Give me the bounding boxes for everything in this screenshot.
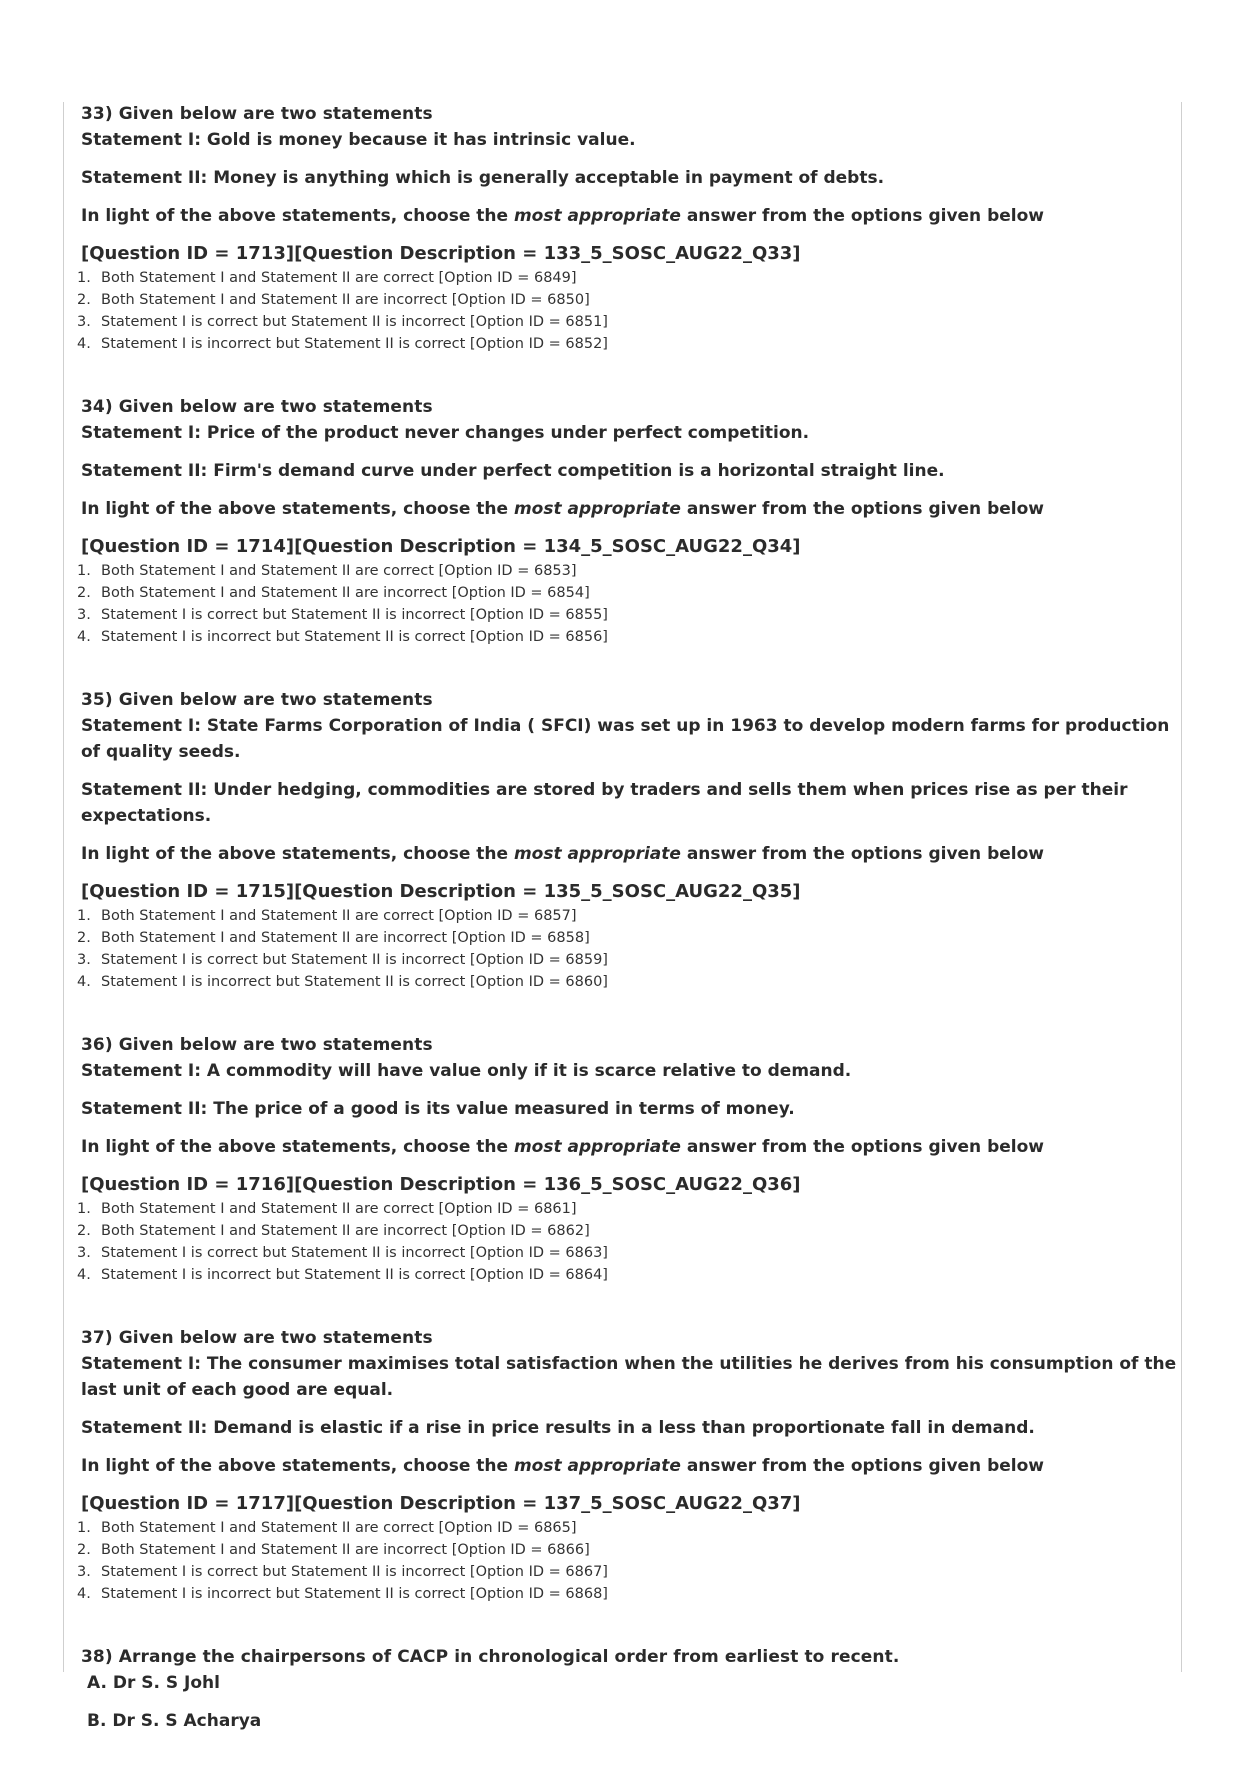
instruction: In light of the above statements, choose the most appropriate answer from the options given below [81,1137,1044,1157]
instruction: In light of the above statements, choose the most appropriate answer from the options given below [81,1456,1044,1476]
question-heading: 35) Given below are two statements [81,690,433,710]
question-33 [63,102,1181,355]
question-id: [Question ID = 1716][Question Description = 136_5_SOSC_AUG22_Q36] [81,1174,801,1195]
question-35 [63,688,1181,993]
instruction: In light of the above statements, choose the most appropriate answer from the options given below [81,206,1044,226]
statement-2: Statement II: Firm's demand curve under perfect competition is a horizontal straight line. [81,461,945,481]
option-4[interactable]: 4. Statement I is incorrect but Statement II is correct [Option ID = 6856] [77,629,608,645]
question-id: [Question ID = 1713][Question Description = 133_5_SOSC_AUG22_Q33] [81,243,801,264]
option-1[interactable]: 1. Both Statement I and Statement II are correct [Option ID = 6865] [77,1520,577,1536]
question-heading: 38) Arrange the chairpersons of CACP in chronological order from earliest to recent. [81,1647,900,1667]
option-1[interactable]: 1. Both Statement I and Statement II are correct [Option ID = 6861] [77,1201,577,1217]
options-list [63,1517,1181,1605]
instruction: In light of the above statements, choose the most appropriate answer from the options given below [81,844,1044,864]
statement-1: Statement I: The consumer maximises total satisfaction when the utilities he derives from his consumption of the last unit of each good are equal. [81,1354,1177,1400]
option-2[interactable]: 2. Both Statement I and Statement II are incorrect [Option ID = 6862] [77,1223,590,1239]
option-1[interactable]: 1. Both Statement I and Statement II are correct [Option ID = 6849] [77,270,577,286]
option-1[interactable]: 1. Both Statement I and Statement II are correct [Option ID = 6853] [77,563,577,579]
question-37 [63,1326,1181,1605]
option-3[interactable]: 3. Statement I is correct but Statement II is incorrect [Option ID = 6851] [77,314,608,330]
option-4[interactable]: 4. Statement I is incorrect but Statement II is correct [Option ID = 6864] [77,1267,608,1283]
question-36 [63,1033,1181,1286]
statement-2: Statement II: Demand is elastic if a rise in price results in a less than proportionate fall in demand. [81,1418,1035,1438]
option-4[interactable]: 4. Statement I is incorrect but Statement II is correct [Option ID = 6860] [77,974,608,990]
option-4[interactable]: 4. Statement I is incorrect but Statement II is correct [Option ID = 6868] [77,1586,608,1602]
statement-2: Statement II: Money is anything which is generally acceptable in payment of debts. [81,168,885,188]
option-3[interactable]: 3. Statement I is correct but Statement II is incorrect [Option ID = 6855] [77,607,608,623]
sequence-item-b: B. Dr S. S Acharya [87,1711,262,1731]
right-border [1181,102,1182,1672]
question-id: [Question ID = 1714][Question Description = 134_5_SOSC_AUG22_Q34] [81,536,801,557]
question-id: [Question ID = 1717][Question Description = 137_5_SOSC_AUG22_Q37] [81,1493,801,1514]
sequence-item-a: A. Dr S. S Johl [87,1673,220,1693]
options-list [63,905,1181,993]
option-2[interactable]: 2. Both Statement I and Statement II are incorrect [Option ID = 6854] [77,585,590,601]
option-2[interactable]: 2. Both Statement I and Statement II are incorrect [Option ID = 6850] [77,292,590,308]
question-38 [63,1645,1181,1734]
statement-2: Statement II: The price of a good is its value measured in terms of money. [81,1099,795,1119]
question-34 [63,395,1181,648]
options-list [63,267,1181,355]
question-heading: 37) Given below are two statements [81,1328,433,1348]
statement-1: Statement I: Price of the product never changes under perfect competition. [81,423,810,443]
option-3[interactable]: 3. Statement I is correct but Statement II is incorrect [Option ID = 6863] [77,1245,608,1261]
question-id: [Question ID = 1715][Question Description = 135_5_SOSC_AUG22_Q35] [81,881,801,902]
options-list [63,1198,1181,1286]
option-4[interactable]: 4. Statement I is incorrect but Statement II is correct [Option ID = 6852] [77,336,608,352]
option-3[interactable]: 3. Statement I is correct but Statement II is incorrect [Option ID = 6859] [77,952,608,968]
statement-1: Statement I: State Farms Corporation of India ( SFCI) was set up in 1963 to develop modern farms for production of quality seeds. [81,716,1170,762]
question-heading: 36) Given below are two statements [81,1035,433,1055]
option-2[interactable]: 2. Both Statement I and Statement II are incorrect [Option ID = 6866] [77,1542,590,1558]
question-heading: 34) Given below are two statements [81,397,433,417]
option-1[interactable]: 1. Both Statement I and Statement II are correct [Option ID = 6857] [77,908,577,924]
options-list [63,560,1181,648]
statement-1: Statement I: A commodity will have value only if it is scarce relative to demand. [81,1061,852,1081]
question-list [63,102,1181,1774]
statement-1: Statement I: Gold is money because it has intrinsic value. [81,130,636,150]
option-3[interactable]: 3. Statement I is correct but Statement II is incorrect [Option ID = 6867] [77,1564,608,1580]
question-heading: 33) Given below are two statements [81,104,433,124]
option-2[interactable]: 2. Both Statement I and Statement II are incorrect [Option ID = 6858] [77,930,590,946]
instruction: In light of the above statements, choose the most appropriate answer from the options given below [81,499,1044,519]
statement-2: Statement II: Under hedging, commodities are stored by traders and sells them when prices rise as per their expectations. [81,780,1128,826]
